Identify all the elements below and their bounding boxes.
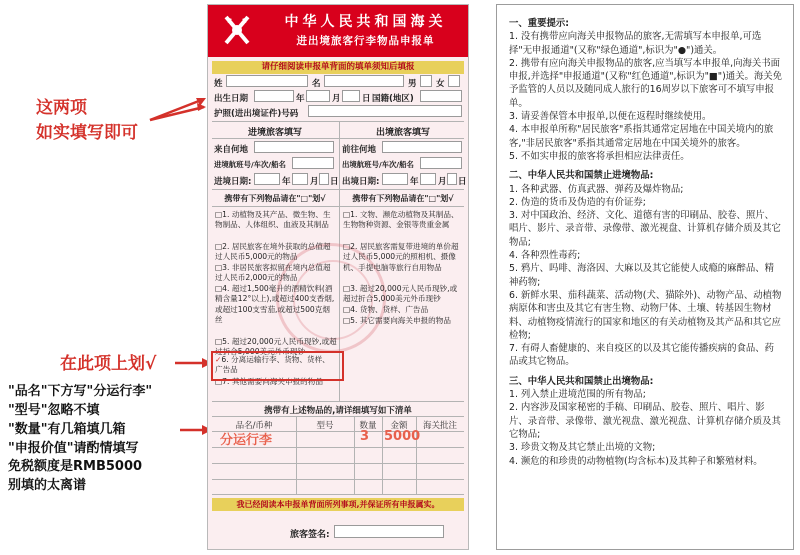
entry-flight-field[interactable] [292,157,334,169]
given-name-field[interactable] [324,75,404,87]
col-amount: 金额 [390,421,408,431]
label-entry-day: 日 [330,177,339,187]
notes-panel [496,4,794,550]
col-item: 品名/币种 [235,421,273,431]
label-exit-flight: 出境航班号/车次/船名 [342,160,414,169]
exit-item-3[interactable]: □3. 超过20,000元人民币现钞,或超过折合5,000美元外币现钞 [343,284,458,304]
birth-year-field[interactable] [254,90,294,102]
footer-bar: 我已经阅读本申报单背面所列事项,并保证所有申报属实。 [212,498,464,511]
birth-day-field[interactable] [342,90,360,102]
birth-month-field[interactable] [306,90,330,102]
notes-section-1 [509,17,783,468]
entry-item-7[interactable]: □7. 其他需要向海关申报的物品 [215,377,323,386]
s2-item-6: 6. 新鲜水果、茄科蔬菜、活动物(犬、猫除外)、动物产品、动植物病原体和害虫及其它有害生物、动物尸体、土壤、转基因生物材料、动植物疫情流行的国家和地区的有关动植物及其产品和其它应检物; [509,289,782,341]
annotation-bottom-line4: "申报价值"请酌情填写 [8,440,139,456]
exit-carry-header: 携带有下列物品请在"□"划√ [352,194,454,203]
s3-item-4: 4. 濒危的和珍贵的动物植物(均含标本)及其种子和繁殖材料。 [509,455,763,467]
female-checkbox[interactable] [448,75,460,87]
highlight-box [211,351,344,381]
instruction-bar: 请仔细阅读申报单背面的填单须知后填报 [212,61,464,74]
label-exit-month: 月 [438,177,447,187]
annotation-middle: 在此项上划√ [60,354,157,374]
s2-item-2: 2. 伪造的货币及伪造的有价证券; [509,196,646,208]
s1-item-5: 5. 不如实申报的旅客将承担相应法律责任。 [509,150,690,162]
exit-item-5[interactable]: □5. 其它需要向海关申报的物品 [343,316,451,325]
exit-item-4[interactable]: □4. 货物、货样、广告品 [343,305,429,314]
label-female: 女 [436,79,445,89]
entry-item-2[interactable]: □2. 居民旅客在境外获取的总值超过人民币5,000元的物品 [215,242,331,262]
exit-item-2[interactable]: □2. 居民旅客需复带进境的单价超过人民币5,000元的照相机、摄像机、手提电脑等旅行自用物品 [343,242,459,272]
entry-item-3[interactable]: □3. 非居民旅客拟留在境内总值超过人民币2,000元的物品 [215,263,331,283]
entry-item-4[interactable]: □4. 超过1,500毫升的酒精饮料(酒精含量12°以上),或超过400支香烟,或超过100支雪茄,或超过500克烟丝 [215,284,335,324]
col-qty: 数量 [359,421,377,431]
s1-item-2: 2. 携带有应向海关申报物品的旅客,应当填写本申报单,向海关书面申报,并选择"申报通道"(又称"红色通道",标识为"■")通关。海关免予监管的人员以及随同成人旅行的16周岁以下旅客可不填写申报单。 [509,57,783,109]
exit-item-1[interactable]: □1. 文物、濒危动植物及其制品、生物物种资源、金银等贵重金属 [343,210,459,230]
exit-flight-field[interactable] [420,157,462,169]
s2-item-5: 5. 鸦片、吗啡、海洛因、大麻以及其它能使人成瘾的麻醉品、精神药物; [509,263,775,288]
entry-item-6-text: 6. 分离运输行李、货物、货样、广告品 [215,355,330,375]
entry-section-title: 进境旅客填写 [247,128,302,138]
entry-month-field[interactable] [292,173,308,185]
label-month: 月 [332,94,341,104]
nationality-field[interactable] [420,90,462,102]
to-field[interactable] [382,141,462,153]
s2-title: 二、中华人民共和国禁止进境物品: [509,170,654,182]
detail-header: 携带有上述物品的,请详细填写如下清单 [264,406,412,416]
exit-day-field[interactable] [447,173,457,185]
label-exit-date: 出境日期: [342,177,380,187]
label-surname: 姓 [214,79,223,89]
annotation-bottom-line3: "数量"有几箱填几箱 [8,421,126,437]
label-birth: 出生日期 [214,94,249,104]
annotation-top-line2: 如实填写即可 [36,122,138,143]
row-qty-value[interactable]: 3 [360,429,370,444]
arrowhead-top-2 [197,103,206,111]
label-nationality: 国籍(地区) [372,94,414,104]
passport-field[interactable] [308,105,462,117]
annotation-bottom-line5: 免税额度是RMB5000 [8,459,143,475]
exit-section-title: 出境旅客填写 [375,128,430,138]
s1-item-4: 4. 本申报单所称"居民旅客"系指其通常定居地在中国关境内的旅客,"非居民旅客"系指其通常定居地在中国关境外的旅客。 [509,124,774,149]
s2-item-7: 7. 有碍人畜健康的、来自疫区的以及其它能传播疾病的食品、药品或其它物品。 [509,343,775,368]
s1-item-1: 1. 没有携带应向海关申报物品的旅客,无需填写本申报单,可选择"无申报通道"(又称"绿色通道",标识为"●")通关。 [509,31,762,56]
label-passport: 护照(进出境证件)号码 [214,109,299,119]
label-year: 年 [296,94,305,104]
s2-item-4: 4. 各种烈性毒药; [509,250,581,262]
from-field[interactable] [254,141,334,153]
annotation-bottom-line6: 别填的太离谱 [8,478,87,494]
annotation-bottom-line2: "型号"忽略不填 [8,402,100,418]
form-header [208,5,468,57]
col-remarks: 海关批注 [422,421,457,431]
entry-item-1[interactable]: □1. 动植物及其产品、微生物、生物制品、人体组织、血液及其制品 [215,210,331,230]
annotation-bottom-line1: "品名"下方写"分运行李" [8,384,153,399]
form-title: 中华人民共和国海关 [284,14,447,30]
label-exit-day: 日 [458,177,467,187]
annotation-top-line1: 这两项 [36,98,87,118]
declaration-form [207,4,469,550]
entry-year-field[interactable] [254,173,280,185]
label-male: 男 [408,79,417,89]
surname-field[interactable] [226,75,308,87]
label-entry-month: 月 [310,177,319,187]
form-subtitle: 进出境旅客行李物品申报单 [296,35,435,47]
entry-item-5[interactable]: □5. 超过20,000元人民币现钞,或超过折合5,000美元外币现钞 [215,337,337,357]
s1-item-3: 3. 请妥善保管本申报单,以便在返程时继续使用。 [509,111,712,123]
signature-label: 旅客签名: [290,530,330,540]
entry-day-field[interactable] [319,173,329,185]
check-mark-icon: ✓ [215,355,222,364]
annotation-bottom [8,383,152,496]
exit-month-field[interactable] [420,173,436,185]
label-entry-date: 进境日期: [214,177,252,187]
s1-title: 一、重要提示: [509,18,569,29]
signature-field[interactable] [334,525,444,538]
label-entry-flight: 进境航班号/车次/船名 [214,160,286,169]
row-item-value[interactable]: 分运行李 [220,433,273,448]
label-given-name: 名 [312,79,321,89]
s3-item-2: 2. 内容涉及国家秘密的手稿、印刷品、胶卷、照片、唱片、影片、录音带、录像带、激光视盘、激光视盘、计算机存储介质及其它物品; [509,402,781,440]
male-checkbox[interactable] [420,75,432,87]
s3-item-3: 3. 珍贵文物及其它禁止出境的文物; [509,442,656,454]
s2-item-1: 1. 各种武器、仿真武器、弹药及爆炸物品; [509,183,684,195]
s3-title: 三、中华人民共和国禁止出境物品: [509,375,654,387]
s2-item-3: 3. 对中国政治、经济、文化、道德有害的印刷品、胶卷、照片、唱片、影片、录音带、录像带、激光视盘、计算机存储介质及其它物品; [509,210,781,248]
label-to: 前往何地 [342,145,377,155]
col-model: 型号 [316,421,334,431]
s3-item-1: 1. 列入禁止进境范围的所有物品; [509,389,646,401]
row-amount-value[interactable]: 5000 [384,429,421,444]
label-entry-year: 年 [282,177,291,187]
label-day: 日 [362,94,371,104]
entry-carry-header: 携带有下列物品请在"□"划√ [224,194,326,203]
label-exit-year: 年 [410,177,419,187]
exit-year-field[interactable] [382,173,408,185]
label-from: 来自何地 [214,145,249,155]
customs-emblem-icon [218,11,256,51]
